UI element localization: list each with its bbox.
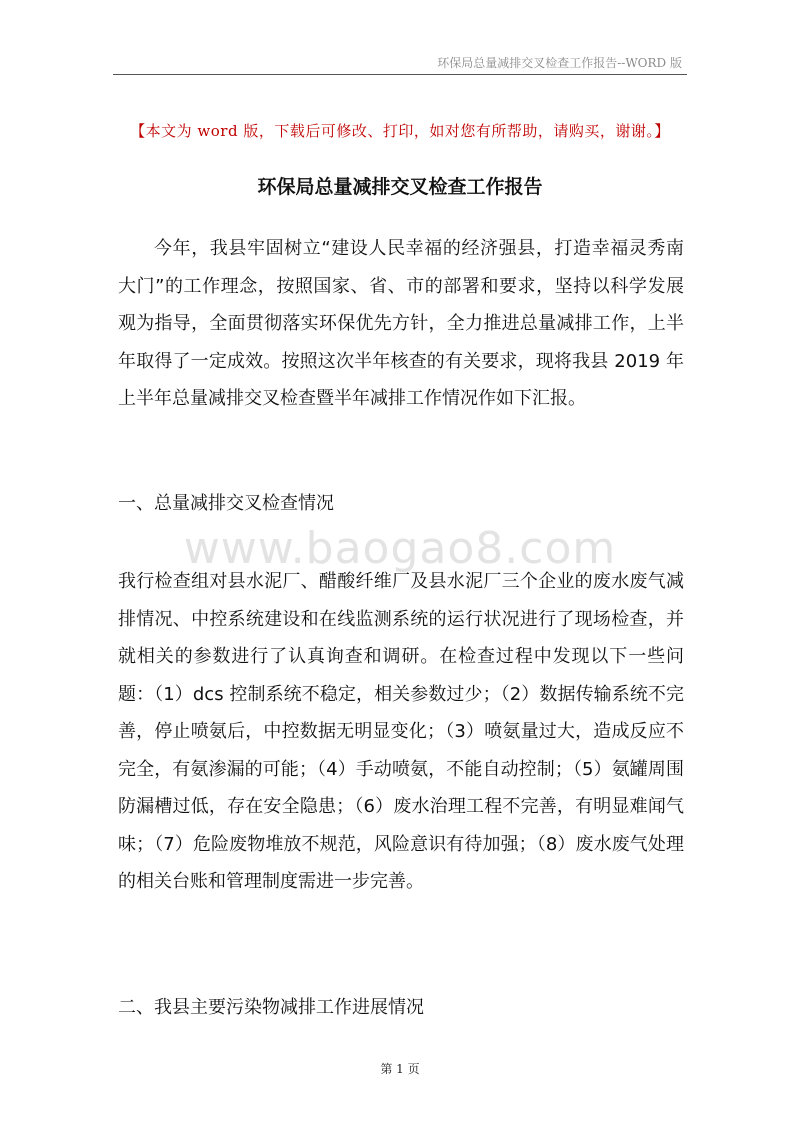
purchase-notice: 【本文为 word 版，下载后可修改、打印，如对您有所帮助，请购买，谢谢。】	[130, 122, 670, 140]
header-divider	[113, 74, 687, 75]
watermark-text: www.baogao8.com	[183, 523, 617, 574]
inspection-paragraph: 我行检查组对县水泥厂、醋酸纤维厂及县水泥厂三个企业的废水废气减排情况、中控系统建设和在线监测系统的运行状况进行了现场检查，并就相关的参数进行了认真询查和调研。在检查过程中发现以下一些问题：（1）dcs 控制系统不稳定，相关参数过少；（2）数据传输系统不完善，停止喷氨后，中控数据无明显变化；（3）喷氨量过大，造成反应不完全，有氨渗漏的可能；（4）手动喷氨，不能自动控制；（5）氨罐周围防漏槽过低，存在安全隐患；（6）废水治理工程不完善，有明显难闻气味；（7）危险废物堆放不规范，风险意识有待加强；（8）废水废气处理的相关台账和管理制度需进一步完善。	[118, 571, 684, 892]
document-title: 环保局总量减排交叉检查工作报告	[257, 176, 543, 198]
section-heading-1: 一、总量减排交叉检查情况	[118, 493, 334, 514]
page-header-title: 环保局总量减排交叉检查工作报告--WORD 版	[437, 56, 682, 70]
page-number: 第 1 页	[380, 1062, 420, 1076]
section-heading-2: 二、我县主要污染物减排工作进展情况	[118, 997, 424, 1018]
intro-paragraph: 今年，我县牢固树立“建设人民幸福的经济强县，打造幸福灵秀南大门”的工作理念，按照国家、省、市的部署和要求，坚持以科学发展观为指导，全面贯彻落实环保优先方针，全力推进总量减排工作，上半年取得了一定成效。按照这次半年核查的有关要求，现将我县 2019 年上半年总量减排交叉检查暨半年减排工作情况作如下汇报。	[118, 238, 684, 409]
